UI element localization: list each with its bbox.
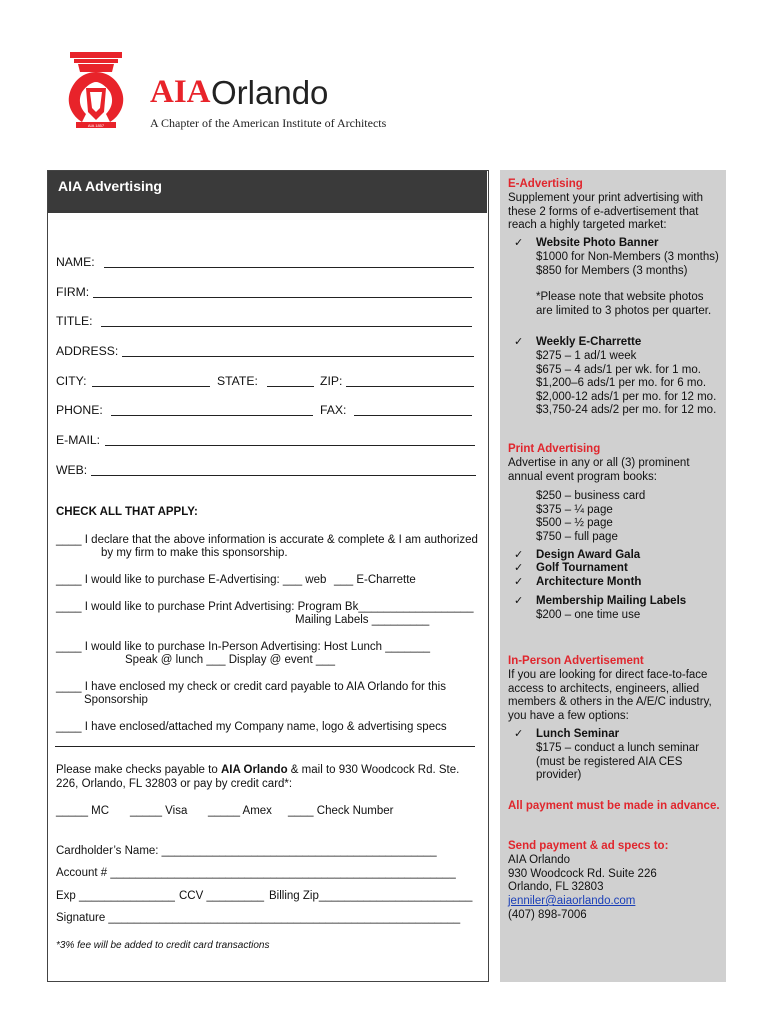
fax-label: FAX: (320, 403, 347, 417)
aia-eagle-logo (56, 52, 136, 132)
title-label: TITLE: (56, 314, 93, 328)
send-address: AIA Orlando 930 Woodcock Rd. Suite 226 Orlando, FL 32803 (508, 854, 657, 893)
form-title: AIA Advertising (58, 178, 162, 194)
banner-title: Website Photo Banner (536, 237, 659, 249)
declare-line-2: by my firm to make this sponsorship. (101, 547, 288, 559)
lunch-desc: $175 – conduct a lunch seminar (must be registered AIA CES provider) (536, 742, 700, 781)
svg-text:AIA 1857: AIA 1857 (87, 123, 105, 128)
address-field[interactable] (122, 356, 474, 357)
address-label: ADDRESS: (56, 344, 119, 358)
payable-line-1: Please make checks payable to AIA Orlando & mail to 930 Woodcock Rd. Ste. (56, 764, 460, 776)
signature-field[interactable]: Signature _______________________________________________________ (56, 912, 461, 924)
phone-field[interactable] (111, 415, 313, 416)
print-title: Print Advertising (508, 443, 601, 455)
inperson-desc: If you are looking for direct face-to-face access to architects, engineers, allied members & others in the A/E/C industry, you have a few options: (508, 669, 712, 722)
check-icon: ✓ (514, 562, 524, 574)
banner-prices: $1000 for Non-Members (3 months) $850 for Members (3 months) (536, 251, 719, 277)
name-field[interactable] (104, 267, 474, 268)
print-desc: Advertise in any or all (3) prominent annual event program books: (508, 457, 690, 483)
zip-label: ZIP: (320, 374, 343, 388)
check-icon: ✓ (514, 576, 524, 588)
banner-note: *Please note that website photos are limited to 3 photos per quarter. (536, 291, 712, 317)
account-field[interactable]: Account # ______________________________________________________ (56, 867, 456, 879)
zip-field[interactable] (346, 386, 474, 387)
state-field[interactable] (267, 386, 314, 387)
name-label: NAME: (56, 255, 95, 269)
brand-aia: AIA (150, 74, 211, 110)
inperson-title: In-Person Advertisement (508, 655, 644, 667)
echarrette-option[interactable]: ___ E-Charrette (334, 574, 416, 586)
title-field[interactable] (101, 326, 472, 327)
ccv-field[interactable]: CCV _________ (179, 890, 265, 902)
enclosed-line-2: Sponsorship (84, 694, 148, 706)
state-label: STATE: (217, 374, 258, 388)
email-label: E-MAIL: (56, 433, 101, 447)
inperson-option[interactable]: ____ I would like to purchase In-Person Advertising: Host Lunch _______ (56, 641, 430, 653)
print-option[interactable]: ____ I would like to purchase Print Advertising: Program Bk__________________ (56, 601, 474, 613)
print-prices: $250 – business card $375 – ¼ page $500 – ½ page $750 – full page (536, 490, 646, 543)
fee-note: *3% fee will be added to credit card transactions (56, 940, 270, 951)
check-number-option[interactable]: ____ Check Number (288, 805, 394, 817)
city-field[interactable] (92, 386, 210, 387)
eadv-desc: Supplement your print advertising with these 2 forms of e-advertisement that reach a highly targeted market: (508, 192, 703, 231)
check-icon: ✓ (514, 595, 524, 607)
check-icon: ✓ (514, 728, 524, 740)
check-icon: ✓ (514, 336, 524, 348)
firm-field[interactable] (93, 297, 472, 298)
web-field[interactable] (91, 475, 476, 476)
check-all-heading: CHECK ALL THAT APPLY: (56, 506, 198, 518)
logo-specs-option[interactable]: ____ I have enclosed/attached my Company name, logo & advertising specs (56, 721, 447, 733)
advance-note: All payment must be made in advance. (508, 800, 720, 812)
phone-label: PHONE: (56, 403, 103, 417)
event-arch-month: Architecture Month (536, 576, 642, 588)
event-gala: Design Award Gala (536, 549, 641, 561)
check-icon: ✓ (514, 549, 524, 561)
charrette-title: Weekly E-Charrette (536, 336, 642, 348)
charrette-prices: $275 – 1 ad/1 week $675 – 4 ads/1 per wk. for 1 mo. $1,200–6 ads/1 per mo. for 6 mo. $2,000-12 ads/1 per mo. for 12 mo. $3,750-24 ads/2 per mo. for 12 mo. (536, 350, 717, 416)
brand-orlando: Orlando (211, 74, 329, 111)
eadv-option[interactable]: ____ I would like to purchase E-Advertising: ___ web (56, 574, 327, 586)
check-icon: ✓ (514, 237, 524, 249)
cardholder-field[interactable]: Cardholder’s Name: ___________________________________________ (56, 845, 437, 857)
web-label: WEB: (56, 463, 88, 477)
labels-title: Membership Mailing Labels (536, 595, 687, 607)
mc-option[interactable]: _____ MC (56, 805, 110, 817)
contact-email-link[interactable]: jenniler@aiaorlando.com (508, 895, 636, 907)
email-field[interactable] (105, 445, 475, 446)
contact-phone: (407) 898-7006 (508, 909, 587, 921)
eadv-title: E-Advertising (508, 178, 583, 190)
visa-option[interactable]: _____ Visa (130, 805, 188, 817)
amex-option[interactable]: _____ Amex (208, 805, 272, 817)
exp-field[interactable]: Exp _______________ (56, 890, 175, 902)
send-title: Send payment & ad specs to: (508, 840, 669, 852)
labels-price: $200 – one time use (536, 609, 641, 621)
divider (55, 746, 475, 747)
firm-label: FIRM: (56, 285, 90, 299)
brand-subtitle: A Chapter of the American Institute of Architects (150, 116, 387, 130)
billing-zip-field[interactable]: Billing Zip________________________ (269, 890, 473, 902)
city-label: CITY: (56, 374, 87, 388)
enclosed-option[interactable]: ____ I have enclosed my check or credit card payable to AIA Orlando for this (56, 681, 446, 693)
lunch-title: Lunch Seminar (536, 728, 620, 740)
event-golf: Golf Tournament (536, 562, 628, 574)
payable-line-2: 226, Orlando, FL 32803 or pay by credit card*: (56, 778, 293, 790)
mailing-labels-option[interactable]: Mailing Labels _________ (295, 614, 430, 626)
fax-field[interactable] (354, 415, 472, 416)
inperson-line-2[interactable]: Speak @ lunch ___ Display @ event ___ (125, 654, 336, 666)
declare-option[interactable]: ____ I declare that the above information is accurate & complete & I am authorized (56, 534, 478, 546)
